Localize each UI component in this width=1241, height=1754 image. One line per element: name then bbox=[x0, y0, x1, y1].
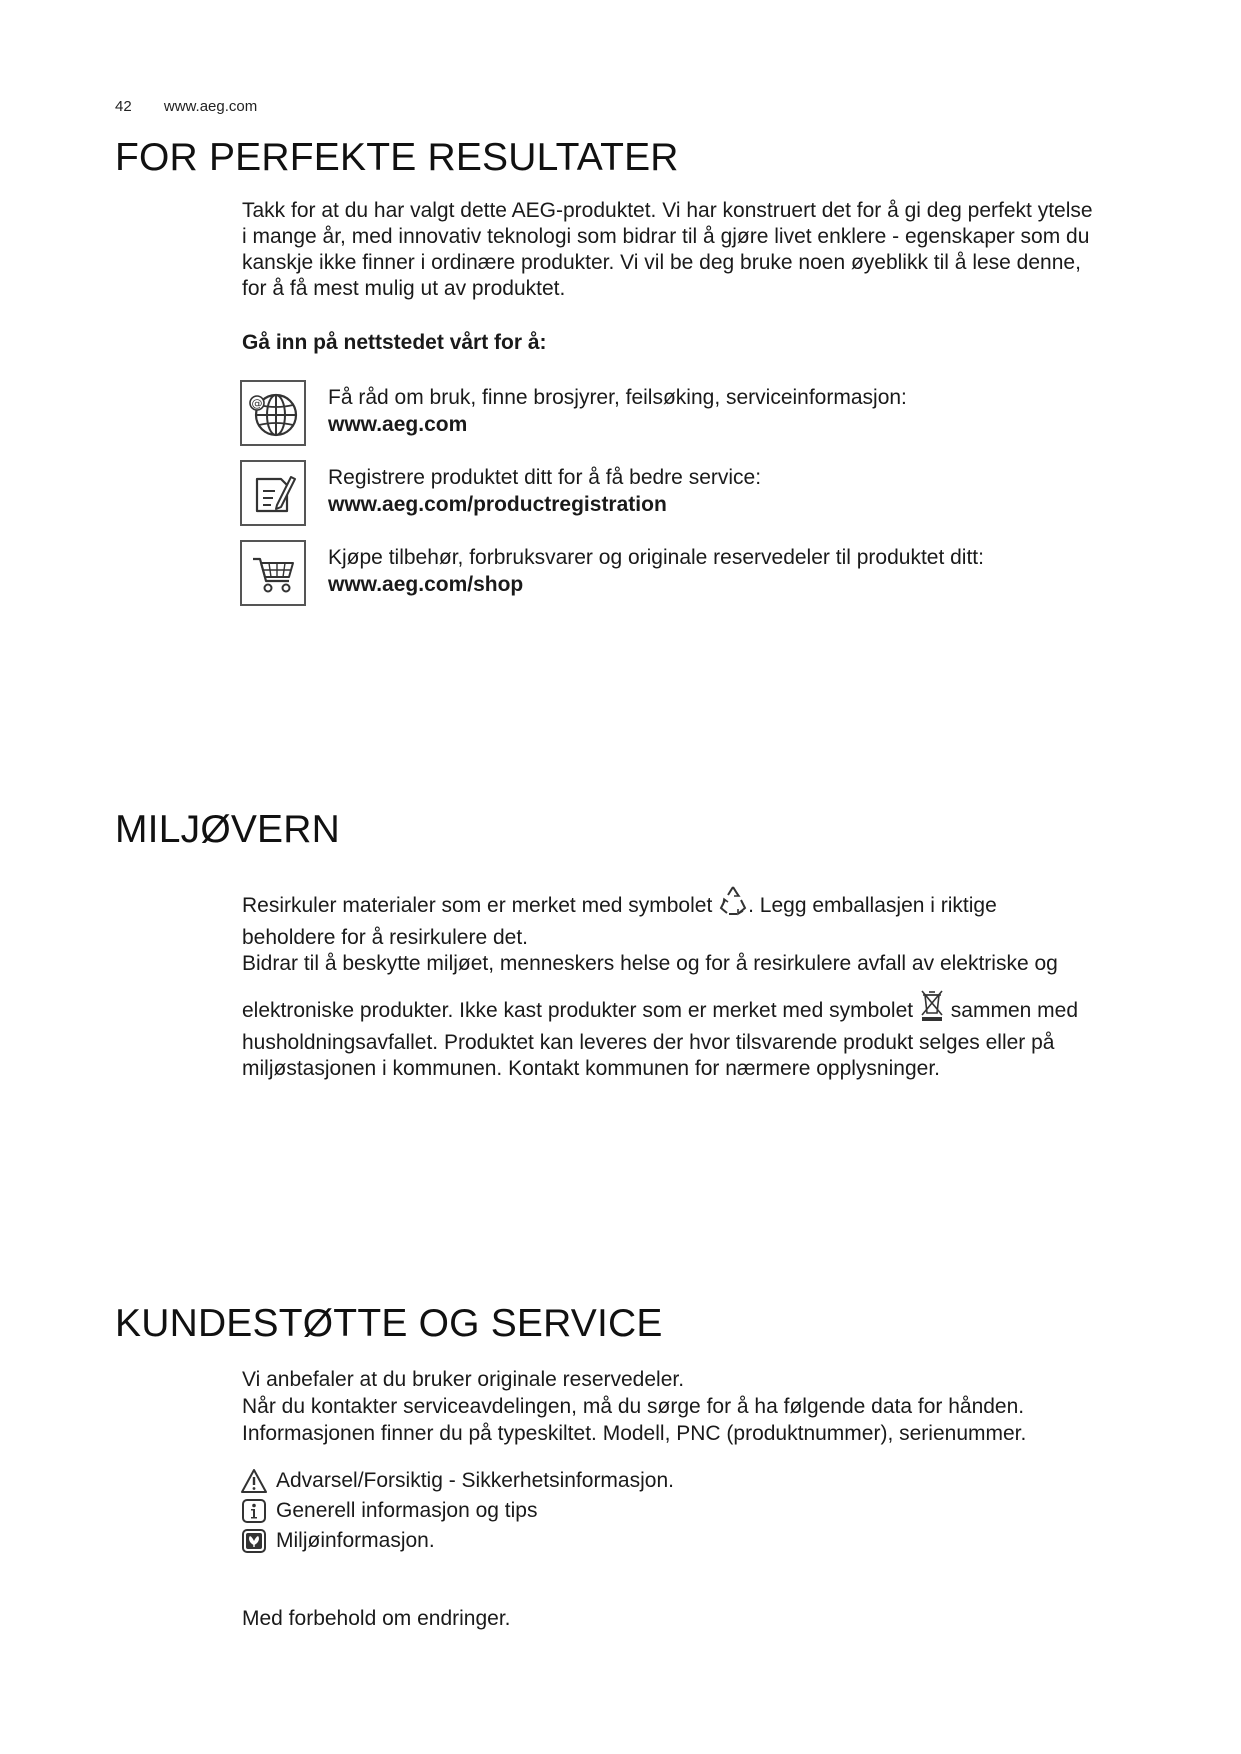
section-title-results: FOR PERFEKTE RESULTATER bbox=[115, 136, 679, 179]
recycle-icon bbox=[718, 884, 748, 925]
env-line: beholdere for å resirkulere det. bbox=[242, 926, 528, 949]
website-item-text: Få råd om bruk, finne brosjyrer, feilsøking, serviceinformasjon: bbox=[328, 386, 907, 409]
shop-link[interactable]: www.aeg.com/shop bbox=[328, 573, 524, 596]
globe-icon bbox=[240, 380, 306, 446]
page-header bbox=[115, 98, 257, 115]
info-icon bbox=[240, 1497, 268, 1525]
website-item-advice bbox=[240, 380, 1160, 448]
page-number: 42 bbox=[115, 98, 132, 115]
intro-line: for å få mest mulig ut av produktet. bbox=[242, 277, 566, 300]
results-intro bbox=[242, 198, 1162, 302]
footer-note: Med forbehold om endringer. bbox=[242, 1607, 511, 1630]
shopping-cart-icon bbox=[240, 540, 306, 606]
intro-line: Takk for at du har valgt dette AEG-produktet. Vi har konstruert det for å gi deg perfekt ytelse bbox=[242, 199, 1093, 222]
env-line: husholdningsavfallet. Produktet kan leveres der hvor tilsvarende produkt selges eller på bbox=[242, 1031, 1055, 1054]
section-title-environment: MILJØVERN bbox=[115, 808, 341, 851]
website-heading: Gå inn på nettstedet vårt for å: bbox=[242, 331, 547, 354]
crossed-bin-icon bbox=[919, 989, 945, 1030]
warning-icon bbox=[240, 1467, 268, 1495]
product-registration-link[interactable]: www.aeg.com/productregistration bbox=[328, 493, 667, 516]
legend-text: Generell informasjon og tips bbox=[276, 1499, 538, 1522]
header-website: www.aeg.com bbox=[163, 98, 258, 115]
website-item-text: Registrere produktet ditt for å få bedre service: bbox=[328, 466, 762, 489]
support-line: Når du kontakter serviceavdelingen, må du sørge for å ha følgende data for hånden. bbox=[242, 1395, 1025, 1418]
environment-icon bbox=[240, 1527, 268, 1555]
env-line: Resirkuler materialer som er merket med symbolet bbox=[242, 894, 719, 917]
symbol-legend bbox=[240, 1466, 674, 1556]
website-item-registration bbox=[240, 460, 1160, 528]
legend-row-warning bbox=[240, 1466, 674, 1496]
website-item-text: Kjøpe tilbehør, forbruksvarer og originale reservedeler til produktet ditt: bbox=[328, 546, 984, 569]
website-item-shop bbox=[240, 540, 1160, 608]
aeg-website-link[interactable]: www.aeg.com bbox=[328, 413, 468, 436]
section-title-support: KUNDESTØTTE OG SERVICE bbox=[115, 1302, 663, 1345]
legend-row-environment bbox=[240, 1526, 674, 1556]
environment-text bbox=[242, 884, 1162, 1082]
support-line: Informasjonen finner du på typeskiltet. Modell, PNC (produktnummer), serienummer. bbox=[242, 1422, 1027, 1445]
legend-row-info bbox=[240, 1496, 674, 1526]
env-line: Bidrar til å beskytte miljøet, menneskers helse og for å resirkulere avfall av elektriske og bbox=[242, 952, 1058, 975]
env-line: miljøstasjonen i kommunen. Kontakt kommunen for nærmere opplysninger. bbox=[242, 1057, 940, 1080]
svg-text:@: @ bbox=[251, 397, 263, 410]
support-line: Vi anbefaler at du bruker originale reservedeler. bbox=[242, 1368, 685, 1391]
legend-text: Advarsel/Forsiktig - Sikkerhetsinformasjon. bbox=[276, 1469, 674, 1492]
env-line: . Legg emballasjen i riktige bbox=[748, 894, 997, 917]
env-line: sammen med bbox=[944, 999, 1078, 1022]
intro-line: kanskje ikke finner i ordinære produkter. Vi vil be deg bruke noen øyeblikk til å lese denne, bbox=[242, 251, 1081, 274]
registration-icon bbox=[240, 460, 306, 526]
env-line: elektroniske produkter. Ikke kast produkter som er merket med symbolet bbox=[242, 999, 919, 1022]
support-text bbox=[242, 1366, 1162, 1447]
intro-line: i mange år, med innovativ teknologi som bidrar til å gjøre livet enklere - egenskaper som du bbox=[242, 225, 1090, 248]
legend-text: Miljøinformasjon. bbox=[276, 1529, 435, 1552]
